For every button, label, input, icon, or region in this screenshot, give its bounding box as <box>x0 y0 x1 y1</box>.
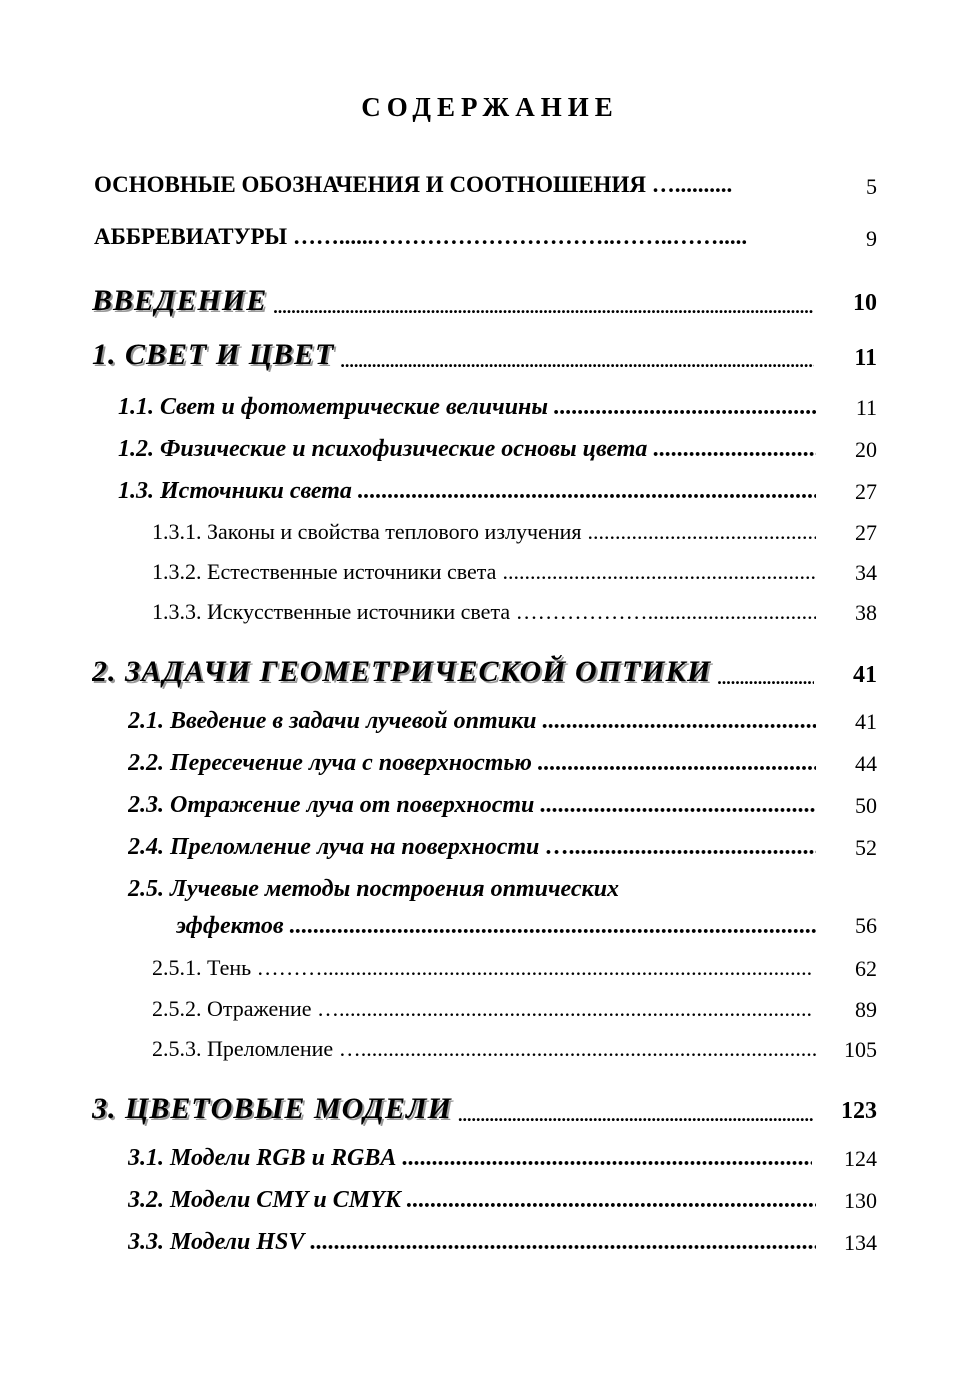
toc-subsection-1-3-3[interactable] <box>152 599 816 625</box>
toc-page-number: 20 <box>855 437 877 462</box>
toc-entry-label: 2.2. Пересечение луча с поверхностью <box>128 750 532 776</box>
toc-entry-label: ОСНОВНЫЕ ОБОЗНАЧЕНИЯ И СООТНОШЕНИЯ ….......... <box>94 172 733 197</box>
toc-subsection-2-5-1[interactable] <box>152 955 812 981</box>
leader-dots <box>569 834 816 861</box>
toc-entry-label: ВВЕДЕНИЕ <box>92 284 268 317</box>
toc-section-2-4[interactable] <box>128 834 816 861</box>
leader-dots <box>267 297 814 318</box>
leader-dots <box>361 1036 816 1062</box>
toc-section-3-2[interactable] <box>128 1187 816 1214</box>
toc-page-number: 11 <box>854 345 877 371</box>
toc-entry-label: 1.2. Физические и психофизические основы цвета <box>118 436 648 462</box>
toc-section-1-1[interactable] <box>118 394 816 421</box>
toc-entry-label: 2.5.1. Тень ……… <box>152 955 323 980</box>
leader-dots <box>711 668 814 689</box>
toc-entry-label: 1.3. Источники света <box>118 478 352 504</box>
toc-section-3-1[interactable] <box>128 1145 812 1172</box>
toc-page-number: 89 <box>855 997 877 1022</box>
toc-page-number: 50 <box>855 793 877 818</box>
toc-entry-label: 3.1. Модели RGB и RGBA <box>128 1145 397 1171</box>
leader-dots <box>452 1105 814 1126</box>
toc-entry-label: 1.1. Свет и фотометрические величины <box>118 394 549 420</box>
leader-dots <box>334 351 814 372</box>
toc-page-number: 38 <box>855 600 877 625</box>
toc-chapter-3[interactable] <box>92 1092 814 1126</box>
leader-dots <box>534 792 816 819</box>
toc-section-2-5-line1[interactable]: 2.5. Лучевые методы построения оптических <box>128 876 620 902</box>
toc-chapter-2[interactable] <box>92 655 814 689</box>
toc-page-number: 27 <box>855 479 877 504</box>
leader-dots <box>548 394 816 421</box>
toc-section-1-2[interactable] <box>118 436 816 463</box>
leader-dots <box>581 519 816 545</box>
toc-page-number: 105 <box>844 1037 877 1062</box>
leader-dots <box>537 708 816 735</box>
toc-entry-label: эффектов <box>176 913 284 939</box>
leader-dots <box>339 996 812 1022</box>
toc-entry-abbreviations[interactable] <box>94 224 824 250</box>
toc-entry-label: 3. ЦВЕТОВЫЕ МОДЕЛИ <box>92 1092 452 1125</box>
toc-page-number: 62 <box>855 956 877 981</box>
toc-page-number: 134 <box>844 1230 877 1255</box>
toc-entry-label: 2.5.3. Преломление … <box>152 1036 361 1061</box>
toc-page-number: 5 <box>866 174 877 199</box>
toc-section-3-3[interactable] <box>128 1229 816 1256</box>
toc-subsection-1-3-2[interactable] <box>152 559 816 585</box>
toc-subsection-2-5-3[interactable] <box>152 1036 816 1062</box>
leader-dots <box>532 750 816 777</box>
toc-entry-label: 2. ЗАДАЧИ ГЕОМЕТРИЧЕСКОЙ ОПТИКИ <box>92 655 712 688</box>
toc-page-number: 10 <box>853 290 877 316</box>
toc-entry-label: 1.3.3. Искусственные источники света ………………. <box>152 599 654 624</box>
leader-dots <box>647 436 816 463</box>
toc-chapter-intro[interactable] <box>92 284 814 318</box>
toc-section-2-3[interactable] <box>128 792 816 819</box>
leader-dots <box>396 1145 812 1172</box>
toc-entry-label: 3.2. Модели CMY и CMYK <box>128 1187 401 1213</box>
toc-page-number: 11 <box>855 395 877 420</box>
toc-page-number: 9 <box>866 226 877 251</box>
toc-subsection-1-3-1[interactable] <box>152 519 816 545</box>
toc-entry-label: 2.4. Преломление луча на поверхности … <box>128 834 570 860</box>
toc-page-number: 56 <box>855 913 877 938</box>
leader-dots <box>284 913 816 940</box>
toc-chapter-1[interactable] <box>92 338 814 372</box>
toc-entry-label: 2.1. Введение в задачи лучевой оптики <box>128 708 537 734</box>
toc-entry-notation[interactable] <box>94 172 824 198</box>
toc-page-number: 124 <box>844 1146 877 1171</box>
leader-dots <box>352 478 816 505</box>
toc-page-number: 130 <box>844 1188 877 1213</box>
leader-dots <box>496 559 816 585</box>
toc-entry-label: 3.3. Модели HSV <box>128 1229 305 1255</box>
toc-section-2-1[interactable] <box>128 708 816 735</box>
page-title: СОДЕРЖАНИЕ <box>361 92 619 122</box>
leader-dots <box>304 1229 816 1256</box>
toc-page-number: 41 <box>855 709 877 734</box>
leader-dots <box>401 1187 816 1214</box>
toc-entry-label: 2.5.2. Отражение … <box>152 996 340 1021</box>
toc-section-2-2[interactable] <box>128 750 816 777</box>
toc-entry-label: АББРЕВИАТУРЫ ……......…………………………..……..……..... <box>94 224 748 249</box>
toc-page-number: 41 <box>853 662 877 688</box>
leader-dots <box>323 955 812 981</box>
toc-page-number: 34 <box>855 560 877 585</box>
toc-page-number: 27 <box>855 520 877 545</box>
toc-page-number: 52 <box>855 835 877 860</box>
toc-entry-label: 1. СВЕТ И ЦВЕТ <box>92 338 335 371</box>
toc-entry-label: 2.3. Отражение луча от поверхности <box>128 792 535 818</box>
toc-entry-label: 1.3.2. Естественные источники света <box>152 559 497 584</box>
toc-subsection-2-5-2[interactable] <box>152 996 812 1022</box>
toc-entry-label: 1.3.1. Законы и свойства теплового излучения <box>152 519 582 544</box>
toc-page-number: 44 <box>855 751 877 776</box>
leader-dots <box>653 599 816 625</box>
toc-section-2-5[interactable] <box>176 913 816 940</box>
toc-section-1-3[interactable] <box>118 478 816 505</box>
toc-page-number: 123 <box>841 1098 877 1124</box>
